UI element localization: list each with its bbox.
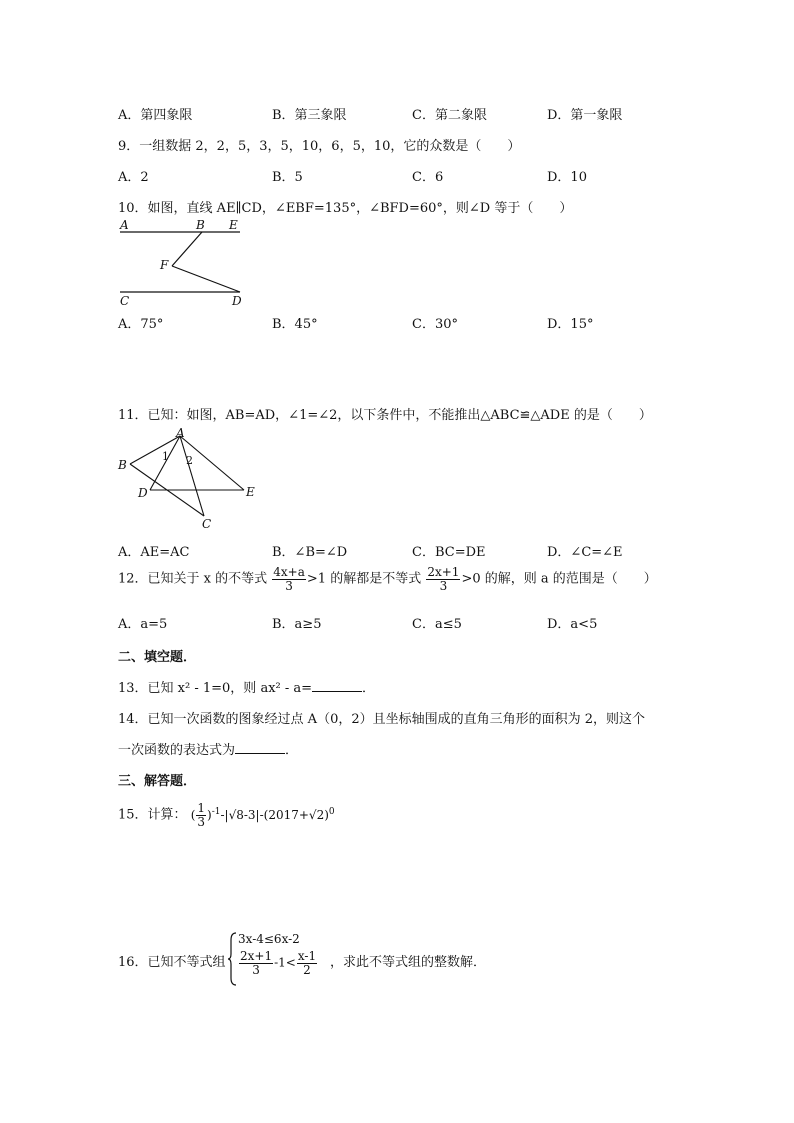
q11-stem: 11．已知：如图，AB=AD，∠1=∠2，以下条件中，不能推出△ABC≌△ADE 的是（ ） <box>118 408 652 423</box>
q12-stem <box>118 566 657 592</box>
label-d: D <box>232 294 242 308</box>
q11-option-c: C．BC=DE <box>412 545 486 560</box>
q11-option-b: B．∠B=∠D <box>272 545 348 560</box>
q15-paren-open: ( <box>190 807 196 822</box>
q15-expression-rest: -|√8-3|-(2017+√2) <box>220 807 329 822</box>
q12-fraction-2 <box>426 566 460 592</box>
q12-fraction-1-numerator: 4x+a <box>273 565 305 579</box>
q9-option-b: B．5 <box>272 170 303 185</box>
q12-fraction-2-numerator: 2x+1 <box>427 565 460 579</box>
label-a: A <box>176 426 185 440</box>
label-f: F <box>160 258 169 272</box>
q15-exponent-2: 0 <box>328 806 335 817</box>
label-e: E <box>229 218 238 232</box>
q16-fraction-2 <box>297 950 317 976</box>
q16-fraction-1-numerator: 2x+1 <box>240 949 273 963</box>
q12-option-a: A．a=5 <box>118 617 168 632</box>
label-angle-1: 1 <box>162 450 169 463</box>
q16-inequality-1: 3x-4≤6x-2 <box>238 932 300 946</box>
q10-option-c: C．30° <box>412 317 458 332</box>
q14-text: 一次函数的表达式为 <box>118 743 236 758</box>
label-e: E <box>246 485 255 499</box>
segment-bf <box>172 232 202 266</box>
section-heading-solve: 三、解答题． <box>118 774 197 789</box>
q8-option-a: A．第四象限 <box>118 108 193 123</box>
q12-option-c: C．a≤5 <box>412 617 462 632</box>
q15-stem <box>118 802 335 828</box>
q11-figure <box>114 426 260 534</box>
q9-stem: 9．一组数据 2，2，5，3，5，10，6，5，10，它的众数是（ ） <box>118 139 521 154</box>
q11-option-d: D．∠C=∠E <box>547 545 623 560</box>
q12-text-pre: 12．已知关于 x 的不等式 <box>118 571 268 587</box>
q16-inequality-2-mid: -1< <box>274 955 296 970</box>
label-angle-2: 2 <box>186 454 193 467</box>
q10-option-b: B．45° <box>272 317 318 332</box>
q13-text: 13．已知 x² - 1=0，则 ax² - a= <box>118 681 313 696</box>
q14-stem-line2 <box>118 739 298 758</box>
q15-exponent-1: -1 <box>211 806 221 817</box>
q14-answer-blank <box>235 741 285 754</box>
q10-option-d: D．15° <box>547 317 594 332</box>
q9-option-d: D．10 <box>547 170 587 185</box>
q11-option-a: A．AE=AC <box>118 545 190 560</box>
q16-fraction-1 <box>239 950 273 976</box>
q15-paren-close: ) <box>207 807 212 822</box>
q15-fraction-numerator: 1 <box>197 801 206 815</box>
q16-text-pre: 16．已知不等式组 <box>118 955 226 970</box>
q10-stem: 10．如图，直线 AE∥CD，∠EBF=135°，∠BFD=60°，则∠D 等于（ ） <box>118 201 573 216</box>
q16-text-post: ，求此不等式组的整数解． <box>330 955 487 970</box>
label-c: C <box>202 517 212 531</box>
q8-option-b: B．第三象限 <box>272 108 347 123</box>
q9-option-a: A．2 <box>118 170 149 185</box>
q16-inequality-2 <box>238 950 318 976</box>
q15-fraction <box>196 802 206 828</box>
q8-option-d: D．第一象限 <box>547 108 623 123</box>
q12-option-b: B．a≥5 <box>272 617 322 632</box>
q15-text: 15．计算： <box>118 807 187 823</box>
q14-stem-line1: 14．已知一次函数的图象经过点 A（0，2）且坐标轴围成的直角三角形的面积为 2，则这个 <box>118 712 646 727</box>
q8-option-c: C．第二象限 <box>412 108 487 123</box>
label-d: D <box>138 486 148 500</box>
q12-fraction-1-denominator: 3 <box>285 578 293 593</box>
q16-fraction-1-denominator: 3 <box>252 962 260 977</box>
q12-text-post: >0 的解，则 a 的范围是（ ） <box>461 571 657 587</box>
q9-option-c: C．6 <box>412 170 444 185</box>
q12-option-d: D．a<5 <box>547 617 598 632</box>
q10-figure <box>116 218 252 310</box>
label-b: B <box>196 218 205 232</box>
segment-ac <box>180 436 204 516</box>
label-c: C <box>120 294 130 308</box>
brace-icon <box>228 932 238 986</box>
q12-text-mid: >1 的解都是不等式 <box>306 571 422 587</box>
q13-stem <box>118 677 375 696</box>
label-a: A <box>120 218 129 232</box>
q14-text-post: ． <box>285 743 299 758</box>
q13-answer-blank <box>312 679 362 692</box>
q15-expression <box>190 801 335 829</box>
q15-fraction-denominator: 3 <box>197 814 206 829</box>
q12-fraction-2-denominator: 3 <box>439 578 448 593</box>
q13-text-post: ． <box>362 681 376 696</box>
q12-fraction-1 <box>272 566 306 592</box>
section-heading-fill-in: 二、填空题． <box>118 650 197 665</box>
label-b: B <box>118 458 127 472</box>
q10-option-a: A．75° <box>118 317 164 332</box>
q16-fraction-2-numerator: x-1 <box>297 949 317 963</box>
segment-fd <box>172 266 240 292</box>
q16-fraction-2-denominator: 2 <box>303 962 311 977</box>
